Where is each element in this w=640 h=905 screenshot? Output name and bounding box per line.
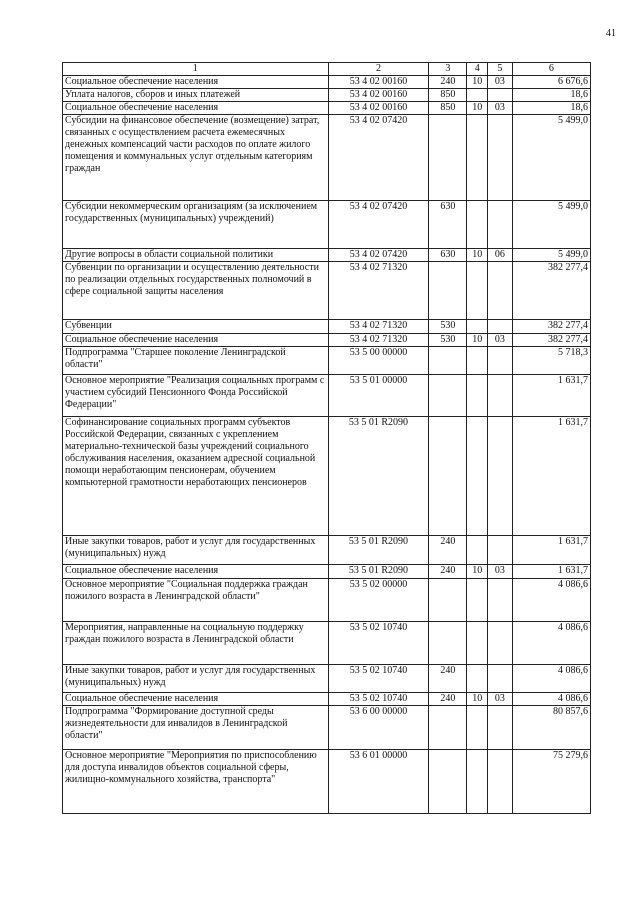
cell-target-code: 53 4 02 00160 (328, 76, 429, 89)
cell-section (467, 665, 488, 693)
cell-name: Основное мероприятие "Мероприятия по приспособлению для доступа инвалидов объектов социальной сферы, жилищно-коммунального хозяйства, транспорта" (63, 750, 329, 814)
cell-name: Субвенции (63, 320, 329, 334)
cell-name: Субсидии на финансовое обеспечение (возмещение) затрат, связанных с осуществлением расчета ежемесячных денежных компенсаций части расходов по оплате жилого помещения и коммунальных услуг отдельным категориям граждан (63, 115, 329, 201)
cell-section (467, 320, 488, 334)
cell-section (467, 536, 488, 565)
cell-expense-type: 240 (429, 536, 467, 565)
cell-amount: 1 631,7 (512, 536, 590, 565)
cell-target-code: 53 4 02 71320 (328, 334, 429, 347)
cell-amount: 5 499,0 (512, 201, 590, 249)
cell-amount: 382 277,4 (512, 320, 590, 334)
cell-subsection (488, 622, 513, 665)
table-row (63, 102, 591, 115)
cell-subsection (488, 665, 513, 693)
table-row (63, 76, 591, 89)
table-row (63, 201, 591, 249)
header-cell-expense-type: 3 (429, 63, 467, 76)
cell-subsection: 06 (488, 249, 513, 262)
cell-name: Субвенции по организации и осуществлению деятельности по реализации отдельных государственных полномочий в сфере социальной защиты населения (63, 262, 329, 320)
header-cell-name: 1 (63, 63, 329, 76)
cell-name: Социальное обеспечение населения (63, 334, 329, 347)
cell-name: Социальное обеспечение населения (63, 76, 329, 89)
cell-amount: 4 086,6 (512, 693, 590, 706)
cell-name: Уплата налогов, сборов и иных платежей (63, 89, 329, 102)
cell-target-code: 53 4 02 00160 (328, 102, 429, 115)
cell-amount: 6 676,6 (512, 76, 590, 89)
cell-target-code: 53 5 01 00000 (328, 375, 429, 417)
table-row (63, 417, 591, 536)
cell-name: Подпрограмма "Формирование доступной среды жизнедеятельности для инвалидов в Ленинградской области" (63, 706, 329, 750)
cell-expense-type: 240 (429, 565, 467, 579)
cell-expense-type (429, 115, 467, 201)
cell-expense-type: 530 (429, 334, 467, 347)
cell-target-code: 53 4 02 07420 (328, 115, 429, 201)
table-row (63, 622, 591, 665)
cell-target-code: 53 5 02 00000 (328, 579, 429, 622)
table-row (63, 565, 591, 579)
cell-target-code: 53 4 02 07420 (328, 249, 429, 262)
cell-name: Субсидии некоммерческим организациям (за исключением государственных (муниципальных) учреждений) (63, 201, 329, 249)
table-row (63, 262, 591, 320)
cell-expense-type: 850 (429, 89, 467, 102)
cell-expense-type (429, 375, 467, 417)
table-row (63, 375, 591, 417)
table-header-row (63, 63, 591, 76)
cell-expense-type: 630 (429, 201, 467, 249)
cell-expense-type: 240 (429, 665, 467, 693)
cell-name: Социальное обеспечение населения (63, 693, 329, 706)
cell-amount: 1 631,7 (512, 565, 590, 579)
cell-subsection (488, 536, 513, 565)
cell-target-code: 53 6 01 00000 (328, 750, 429, 814)
cell-subsection (488, 262, 513, 320)
cell-subsection: 03 (488, 102, 513, 115)
cell-target-code: 53 5 01 R2090 (328, 417, 429, 536)
table-row (63, 89, 591, 102)
cell-subsection (488, 375, 513, 417)
cell-amount: 18,6 (512, 102, 590, 115)
cell-expense-type (429, 347, 467, 375)
cell-section (467, 750, 488, 814)
cell-target-code: 53 5 01 R2090 (328, 536, 429, 565)
cell-name: Мероприятия, направленные на социальную поддержку граждан пожилого возраста в Ленинградской области (63, 622, 329, 665)
cell-subsection (488, 89, 513, 102)
cell-name: Основное мероприятие "Реализация социальных программ с участием субсидий Пенсионного Фонда Российской Федерации" (63, 375, 329, 417)
header-cell-subsection: 5 (488, 63, 513, 76)
cell-target-code: 53 4 02 00160 (328, 89, 429, 102)
cell-target-code: 53 4 02 07420 (328, 201, 429, 249)
cell-name: Социальное обеспечение населения (63, 102, 329, 115)
cell-amount: 80 857,6 (512, 706, 590, 750)
cell-expense-type: 240 (429, 76, 467, 89)
cell-amount: 5 499,0 (512, 115, 590, 201)
cell-section (467, 417, 488, 536)
cell-amount: 75 279,6 (512, 750, 590, 814)
cell-name: Подпрограмма "Старшее поколение Ленинградской области" (63, 347, 329, 375)
cell-section (467, 579, 488, 622)
cell-expense-type (429, 750, 467, 814)
table-row (63, 706, 591, 750)
cell-subsection: 03 (488, 565, 513, 579)
cell-section (467, 262, 488, 320)
cell-subsection: 03 (488, 334, 513, 347)
cell-expense-type (429, 417, 467, 536)
cell-subsection: 03 (488, 76, 513, 89)
table-row (63, 347, 591, 375)
cell-name: Основное мероприятие "Социальная поддержка граждан пожилого возраста в Ленинградской области" (63, 579, 329, 622)
cell-expense-type (429, 579, 467, 622)
header-cell-section: 4 (467, 63, 488, 76)
cell-section: 10 (467, 249, 488, 262)
cell-subsection (488, 347, 513, 375)
table-row (63, 579, 591, 622)
cell-target-code: 53 4 02 71320 (328, 320, 429, 334)
cell-expense-type: 240 (429, 693, 467, 706)
page-number: 41 (606, 28, 616, 39)
header-cell-code: 2 (328, 63, 429, 76)
cell-section (467, 201, 488, 249)
cell-section: 10 (467, 565, 488, 579)
cell-amount: 382 277,4 (512, 334, 590, 347)
cell-section: 10 (467, 693, 488, 706)
cell-section: 10 (467, 334, 488, 347)
cell-section (467, 115, 488, 201)
table-row (63, 320, 591, 334)
cell-amount: 5 499,0 (512, 249, 590, 262)
cell-amount: 1 631,7 (512, 417, 590, 536)
cell-target-code: 53 5 02 10740 (328, 622, 429, 665)
cell-section: 10 (467, 76, 488, 89)
cell-amount: 5 718,3 (512, 347, 590, 375)
cell-target-code: 53 5 02 10740 (328, 665, 429, 693)
cell-subsection (488, 201, 513, 249)
table-row (63, 665, 591, 693)
cell-section (467, 706, 488, 750)
cell-name: Иные закупки товаров, работ и услуг для государственных (муниципальных) нужд (63, 536, 329, 565)
table-row (63, 115, 591, 201)
cell-subsection: 03 (488, 693, 513, 706)
cell-name: Софинансирование социальных программ субъектов Российской Федерации, связанных с укреплением материально-технической базы учреждений социального обслуживания населения, оказанием адресной социальной помощи неработающим пенсионерам, обучением компьютерной грамотности неработающих пенсионеров (63, 417, 329, 536)
cell-amount: 4 086,6 (512, 579, 590, 622)
cell-amount: 4 086,6 (512, 622, 590, 665)
cell-section (467, 347, 488, 375)
cell-expense-type (429, 622, 467, 665)
cell-amount: 1 631,7 (512, 375, 590, 417)
cell-amount: 18,6 (512, 89, 590, 102)
cell-expense-type (429, 706, 467, 750)
cell-target-code: 53 6 00 00000 (328, 706, 429, 750)
table-row (63, 750, 591, 814)
cell-subsection (488, 706, 513, 750)
cell-target-code: 53 5 00 00000 (328, 347, 429, 375)
table-row (63, 693, 591, 706)
cell-section (467, 375, 488, 417)
cell-expense-type: 850 (429, 102, 467, 115)
cell-expense-type: 630 (429, 249, 467, 262)
cell-section (467, 89, 488, 102)
table-row (63, 249, 591, 262)
table-row (63, 536, 591, 565)
cell-target-code: 53 5 01 R2090 (328, 565, 429, 579)
table-row (63, 334, 591, 347)
cell-section (467, 622, 488, 665)
cell-subsection (488, 417, 513, 536)
cell-name: Иные закупки товаров, работ и услуг для государственных (муниципальных) нужд (63, 665, 329, 693)
header-cell-amount: 6 (512, 63, 590, 76)
cell-target-code: 53 5 02 10740 (328, 693, 429, 706)
cell-subsection (488, 750, 513, 814)
cell-subsection (488, 115, 513, 201)
cell-subsection (488, 579, 513, 622)
cell-name: Социальное обеспечение населения (63, 565, 329, 579)
cell-expense-type (429, 262, 467, 320)
cell-amount: 4 086,6 (512, 665, 590, 693)
cell-expense-type: 530 (429, 320, 467, 334)
cell-section: 10 (467, 102, 488, 115)
budget-table (62, 62, 591, 814)
cell-amount: 382 277,4 (512, 262, 590, 320)
cell-subsection (488, 320, 513, 334)
cell-target-code: 53 4 02 71320 (328, 262, 429, 320)
cell-name: Другие вопросы в области социальной политики (63, 249, 329, 262)
